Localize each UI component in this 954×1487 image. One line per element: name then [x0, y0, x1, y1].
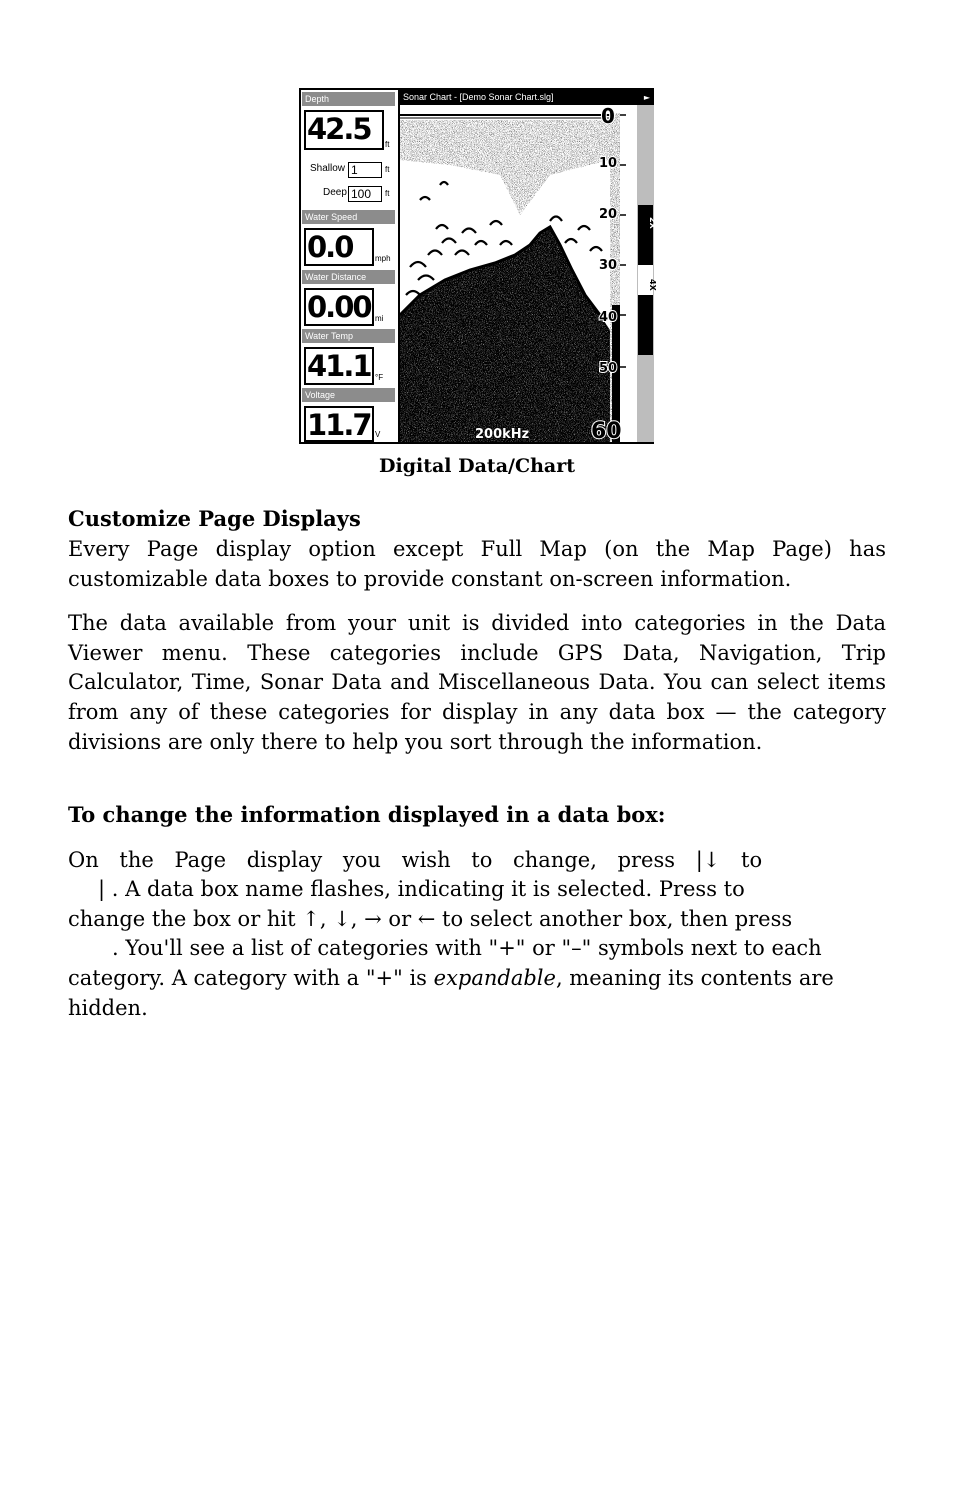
procedure-line-2-text: | . A data box name flashes, indicating it is selected. Press to — [98, 877, 745, 901]
zoom-2x-label: 2X — [648, 217, 657, 229]
voltage-box — [302, 388, 395, 442]
procedure-line-5 — [68, 966, 886, 990]
depth-scale-20: 20 — [599, 207, 618, 222]
water-distance-unit: mi — [375, 314, 384, 323]
procedure-line-5-after: , meaning its contents are — [555, 966, 834, 990]
procedure-line-2 — [98, 877, 886, 901]
water-speed-value: 0.0 — [304, 228, 374, 266]
water-distance-box — [302, 270, 395, 328]
procedure-line-1 — [68, 848, 886, 872]
voltage-unit: V — [375, 430, 381, 439]
depth-unit: ft — [385, 140, 390, 149]
procedure-line-3 — [68, 907, 886, 931]
depth-scale-40: 40 — [599, 310, 618, 325]
data-box-column — [301, 90, 397, 442]
water-temp-unit: °F — [375, 373, 384, 382]
deep-unit: ft — [385, 189, 390, 198]
voltage-value: 11.7 — [304, 406, 374, 442]
water-temp-title: Water Temp — [302, 329, 395, 343]
procedure-line-4 — [112, 936, 930, 960]
water-temp-box — [302, 329, 395, 387]
procedure-line-5-before: category. A category with a "+" is — [68, 966, 434, 990]
depth-title: Depth — [302, 92, 395, 106]
paragraph-intro: Every Page display option except Full Map (on the Map Page) has customizable data boxes to provide constant on-screen information. — [68, 537, 886, 591]
procedure-line-6: hidden. — [68, 996, 148, 1020]
water-distance-value: 0.00 — [304, 288, 374, 326]
section-heading: Customize Page Displays — [68, 506, 361, 531]
shallow-label: Shallow — [310, 163, 346, 174]
water-speed-title: Water Speed — [302, 210, 395, 224]
depth-box — [302, 92, 395, 202]
depth-value: 42.5 — [304, 110, 384, 150]
figure-caption: Digital Data/Chart — [379, 455, 575, 477]
sonar-chart-title: Sonar Chart - [Demo Sonar Chart.slg] — [400, 90, 654, 105]
water-distance-title: Water Distance — [302, 270, 395, 284]
shallow-unit: ft — [385, 165, 390, 174]
shallow-field: 1 — [348, 162, 382, 178]
depth-scale-50: 50 — [599, 361, 618, 376]
zoom-4x-label: 4X — [648, 279, 657, 291]
water-speed-box — [302, 210, 395, 268]
sonar-display — [400, 104, 657, 444]
deep-field: 100 — [348, 186, 382, 202]
deep-label: Deep — [323, 187, 347, 198]
procedure-line-4-text: . You'll see a list of categories with "+" or "–" symbols next to each — [112, 936, 822, 960]
depth-scale-30: 30 — [599, 258, 618, 273]
sonar-screenshot — [299, 88, 657, 444]
paragraph-categories: The data available from your unit is divided into categories in the Data Viewer menu. These categories include GPS Data, Navigation, Trip Calculator, Time, Sonar Data and Miscellaneous Data. You can select items from any of these categories for display in any data box — the category divisions are only there to help you sort through the information. — [68, 611, 886, 754]
procedure-line-1-text: On the Page display you wish to change, press |↓ to — [68, 848, 763, 872]
expandable-term: expandable — [433, 966, 556, 990]
procedure-line-3-text: change the box or hit ↑, ↓, → or ← to select another box, then press — [68, 907, 793, 931]
depth-scale-60: 60 — [591, 419, 622, 444]
water-temp-value: 41.1 — [304, 347, 374, 385]
water-speed-unit: mph — [375, 254, 391, 263]
sonar-chart-panel — [398, 90, 657, 444]
voltage-title: Voltage — [302, 388, 395, 402]
depth-scale-0: 0 — [601, 104, 615, 128]
depth-scale-10: 10 — [599, 156, 618, 171]
menu-arrow-icon: ► — [643, 93, 650, 102]
procedure-heading: To change the information displayed in a data box: — [68, 802, 666, 827]
frequency-label: 200kHz — [475, 427, 530, 442]
